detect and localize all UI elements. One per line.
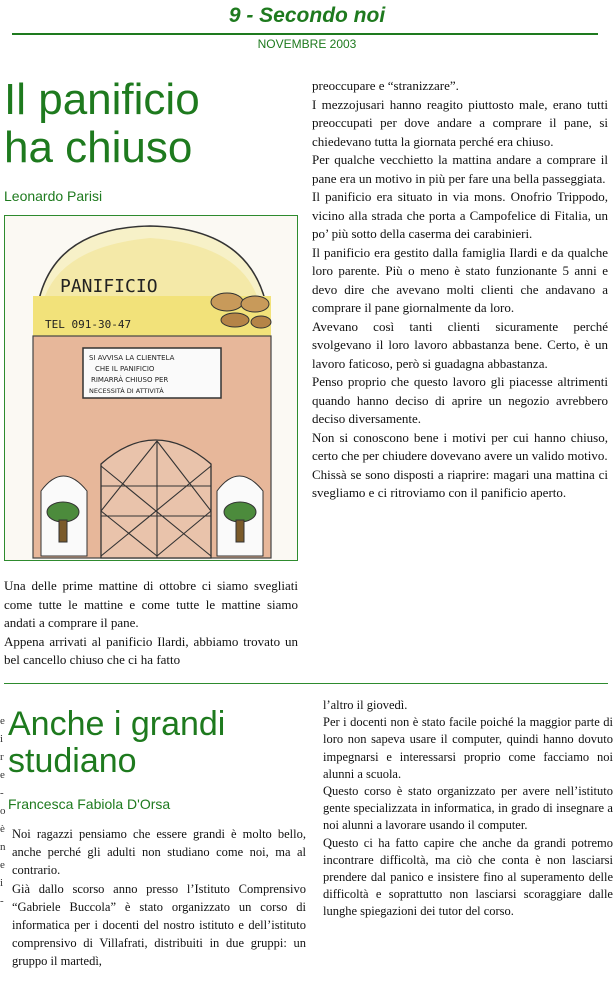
article1-title-line1: Il panificio: [4, 75, 200, 124]
bakery-drawing-illustration: [5, 216, 297, 560]
article1-paragraph: Non si conoscono bene i motivi per cui hanno chiuso, certo che per chiudere dovevano avere un valido motivo.: [312, 429, 608, 463]
article2-paragraph: l’altro il giovedì.: [323, 698, 408, 712]
article2-column-right: [323, 697, 613, 921]
article1-paragraph: Chissà se sono disposti a riaprire: magari una mattina ci svegliamo e ci ritroviamo con il panificio aperto.: [312, 466, 608, 500]
article1-paragraph: Una delle prime mattine di ottobre ci siamo svegliati come tutte le mattine e come tutte le mattine siamo andati a comprare il pane.: [4, 578, 298, 630]
header-divider: [12, 33, 598, 35]
issue-date: NOVEMBRE 2003: [257, 37, 357, 51]
margin-fragments: [0, 712, 6, 982]
margin-fragment: e: [0, 769, 5, 781]
article1-paragraph: preoccupare e “stranizzare”.: [312, 78, 459, 93]
margin-fragment: e: [0, 715, 5, 727]
margin-fragment: i: [0, 877, 4, 889]
article1-column-left: [4, 577, 298, 670]
margin-fragment: -: [0, 895, 4, 907]
article2-paragraph: Questo corso è stato organizzato per avere nell’istituto gente specializzata in informatica, in grado di insegnare a noi alunni a lavorare usando il computer.: [323, 784, 613, 833]
drawing-phone-text: TEL 091-30-47: [45, 318, 132, 331]
article-separator: [4, 683, 608, 684]
drawing-notice-line2: CHE IL PANIFICIO: [95, 365, 155, 373]
page-header-title: 9 - Secondo noi: [228, 4, 386, 27]
article2-title-line2: studiano: [8, 742, 137, 780]
article1-author: Leonardo Parisi: [4, 188, 103, 204]
article1-title-line2: ha chiuso: [4, 123, 193, 172]
article1-paragraph: Il panificio era gestito dalla famiglia Ilardi e da qualche loro parente. Più o meno è stato funzionante 5 anni e devo dire che avevano molti clienti che andavano a comprare il pane giornalmente da loro.: [312, 244, 608, 315]
margin-fragment: -: [0, 787, 4, 799]
article2-paragraph: Per i docenti non è stato facile poiché la maggior parte di loro non sapeva usare il computer, quindi hanno dovuto impegnarsi e interessarsi proprio come facciamo noi alunni a scuola.: [323, 715, 613, 781]
drawing-notice-line1: SI AVVISA LA CLIENTELA: [89, 354, 175, 362]
article2-column-left: [12, 825, 306, 971]
margin-fragment: r: [0, 751, 4, 763]
article2-paragraph: Noi ragazzi pensiamo che essere grandi è molto bello, anche perché gli adulti non studiano come noi, ma al contrario.: [12, 827, 306, 878]
margin-fragment: e: [0, 859, 5, 871]
article2-title: [8, 706, 308, 780]
article2-author: Francesca Fabiola D'Orsa: [8, 796, 171, 812]
article2-paragraph: Già dallo scorso anno presso l’Istituto Comprensivo “Gabriele Buccola” è stato organizzato un corso di informatica per i docenti del nostro istituto e dell’istituto comprensivo di Villafrati, distribuiti in due gruppi: un gruppo il martedì,: [12, 881, 306, 969]
article2-paragraph: Questo ci ha fatto capire che anche da grandi potremo incontrare difficoltà, ma ciò che conta è non lasciarsi prendere dal panico e insistere fino al superamento delle difficoltà e soprattutto non lasciarsi scoraggiare dalle lunghe spiegazioni dei tutor del corso.: [323, 835, 613, 919]
article1-paragraph: Per qualche vecchietto la mattina andare a comprare il pane era un motivo in più per fare una bella passeggiata.: [312, 152, 608, 186]
article1-title: [4, 76, 294, 172]
article2-title-line1: Anche i grandi: [8, 705, 226, 743]
article1-paragraph: Penso proprio che questo lavoro gli piacesse altrimenti quando hanno deciso di aprire un negozio avrebbero deciso diversamente.: [312, 374, 608, 426]
drawing-notice-line4: NECESSITÀ DI ATTIVITÀ: [89, 387, 164, 395]
margin-fragment: n: [0, 841, 6, 853]
margin-fragment: è: [0, 823, 5, 835]
margin-fragment: i: [0, 733, 4, 745]
bakery-drawing: [4, 215, 298, 561]
drawing-notice-line3: RIMARRÀ CHIUSO PER: [91, 376, 169, 384]
article1-paragraph: I mezzojusari hanno reagito piuttosto male, erano tutti preoccupati per dove andare a comprare il pane, si chiedevano tutta la giornata perché era chiuso.: [312, 96, 608, 149]
margin-fragment: o: [0, 805, 6, 817]
article1-paragraph: Il panificio era situato in via mons. Onofrio Trippodo, vicino alla strada che porta a Campofelice di Fitalia, un po’ più sotto della caserma dei carabinieri.: [312, 189, 608, 241]
article1-paragraph: Avevano così tanti clienti sicuramente perché svolgevano il loro lavoro abbastanza bene. Certo, è un lavoro faticoso, però si guadagna abbastanza.: [312, 318, 608, 371]
drawing-sign-text: PANIFICIO: [60, 276, 158, 297]
article1-paragraph: Appena arrivati al panificio Ilardi, abbiamo trovato un bel cancello chiuso che ci ha fatto: [4, 633, 298, 667]
article1-column-right: [312, 77, 608, 503]
